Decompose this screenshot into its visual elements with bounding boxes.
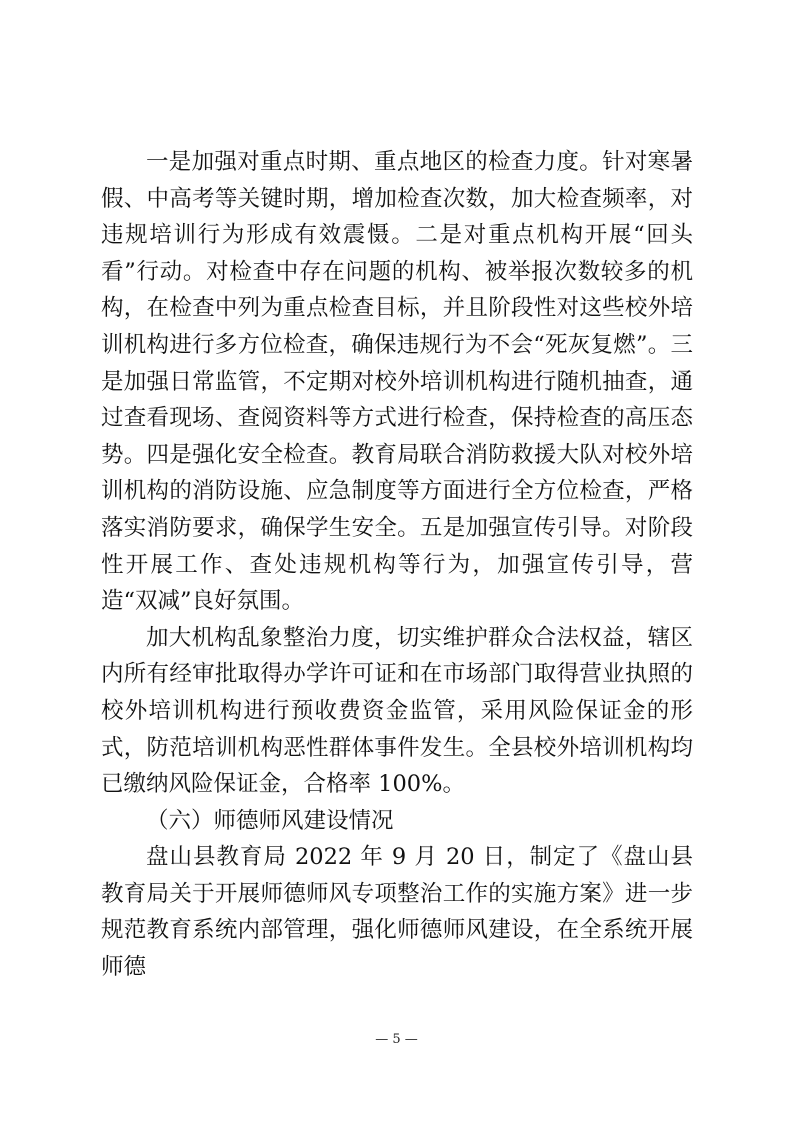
body-text: [101, 144, 693, 986]
page-number: — 5 —: [375, 1032, 418, 1047]
section-heading: （六）师德师风建设情况: [146, 807, 394, 834]
paragraph-inspection-measures: 一是加强对重点时期、重点地区的检查力度。针对寒暑假、中高考等关键时期，增加检查次数，加大检查频率，对违规培训行为形成有效震慑。二是对重点机构开展“回头看”行动。对检查中存在问题的机构、被举报次数较多的机构，在检查中列为重点检查目标，并且阶段性对这些校外培训机构进行多方位检查，确保违规行为不会“死灰复燃”。三是加强日常监管，不定期对校外培训机构进行随机抽查，通过查看现场、查阅资料等方式进行检查，保持检查的高压态势。四是强化安全检查。教育局联合消防救援大队对校外培训机构的消防设施、应急制度等方面进行全方位检查，严格落实消防要求，确保学生安全。五是加强宣传引导。对阶段性开展工作、查处违规机构等行为，加强宣传引导，营造“双减”良好氛围。: [101, 149, 693, 615]
paragraph-teacher-ethics: 盘山县教育局 2022 年 9 月 20 日，制定了《盘山县教育局关于开展师德师风专项整治工作的实施方案》进一步规范教育系统内部管理，强化师德师风建设，在全系统开展师德: [101, 844, 693, 981]
paragraph-institution-rectification: 加大机构乱象整治力度，切实维护群众合法权益，辖区内所有经审批取得办学许可证和在市场部门取得营业执照的校外培训机构进行预收费资金监管，采用风险保证金的形式，防范培训机构恶性群体事件发生。全县校外培训机构均已缴纳风险保证金，合格率 100%。: [101, 624, 693, 798]
